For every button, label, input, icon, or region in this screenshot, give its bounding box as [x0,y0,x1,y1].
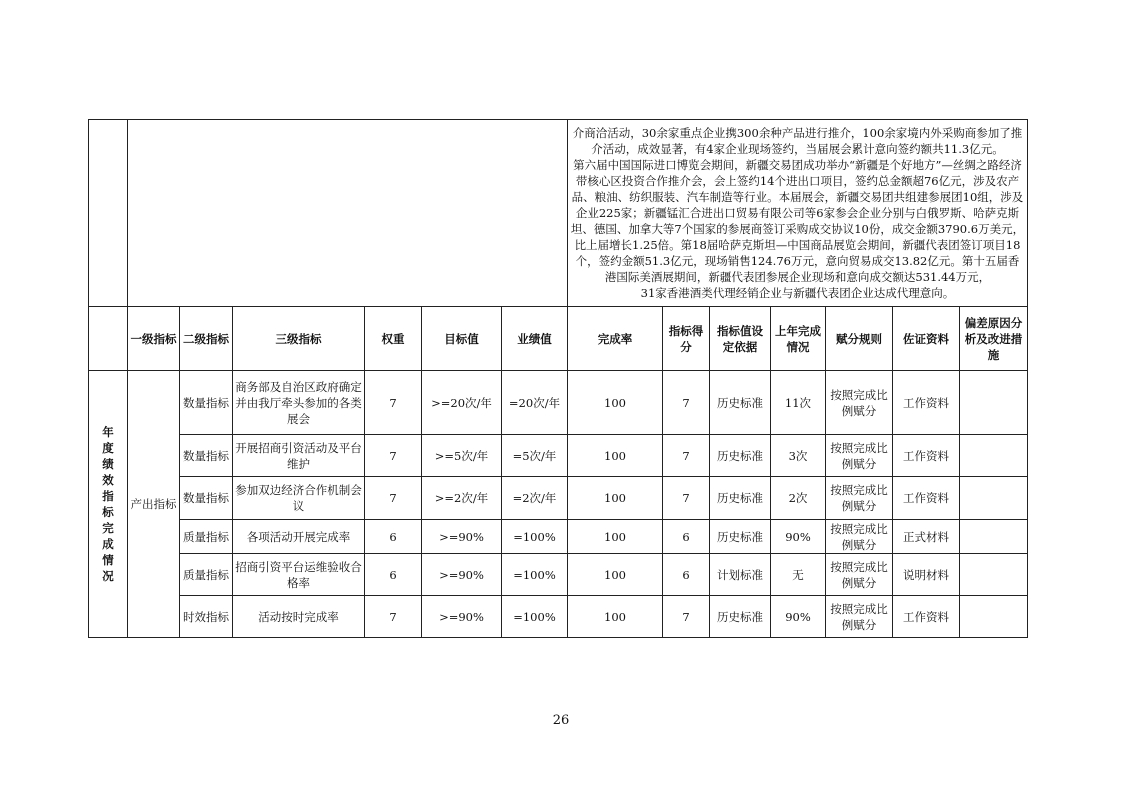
header-row [89,307,1028,371]
level2-cell: 数量指标 [180,371,233,435]
performance-table [88,119,1028,638]
rate-cell: 100 [568,371,663,435]
rule-cell: 按照完成比例赋分 [826,596,893,638]
header-basis: 指标值设定依据 [710,307,771,371]
header-deviation: 偏差原因分析及改进措施 [960,307,1028,371]
target-cell: >=90% [422,554,502,596]
header-level2: 二级指标 [180,307,233,371]
level2-cell: 质量指标 [180,520,233,554]
evidence-cell: 工作资料 [893,596,960,638]
deviation-cell [960,477,1028,520]
rate-cell: 100 [568,596,663,638]
header-level1: 一级指标 [128,307,180,371]
header-evidence: 佐证资料 [893,307,960,371]
level3-cell: 商务部及自治区政府确定并由我厅牵头参加的各类展会 [233,371,365,435]
score-cell: 7 [663,477,710,520]
last-year-cell: 无 [771,554,826,596]
header-level3: 三级指标 [233,307,365,371]
actual-cell: =20次/年 [502,371,568,435]
rule-cell: 按照完成比例赋分 [826,554,893,596]
target-cell: >=90% [422,520,502,554]
score-cell: 7 [663,371,710,435]
last-year-cell: 11次 [771,371,826,435]
actual-cell: =100% [502,596,568,638]
weight-cell: 6 [365,520,422,554]
rule-cell: 按照完成比例赋分 [826,371,893,435]
table-row [89,477,1028,520]
narrative-mid-blank [128,120,568,307]
level3-cell: 开展招商引资活动及平台维护 [233,435,365,477]
deviation-cell [960,554,1028,596]
narrative-line: 31家香港酒类代理经销企业与新疆代表团企业达成代理意向。 [640,286,955,300]
header-actual: 业绩值 [502,307,568,371]
target-cell: >=5次/年 [422,435,502,477]
level3-cell: 招商引资平台运维验收合格率 [233,554,365,596]
last-year-cell: 2次 [771,477,826,520]
level2-cell: 数量指标 [180,477,233,520]
basis-cell: 历史标准 [710,477,771,520]
score-cell: 6 [663,520,710,554]
basis-cell: 历史标准 [710,596,771,638]
rule-cell: 按照完成比例赋分 [826,435,893,477]
header-target: 目标值 [422,307,502,371]
evidence-cell: 正式材料 [893,520,960,554]
rate-cell: 100 [568,435,663,477]
header-last-year: 上年完成情况 [771,307,826,371]
table-row [89,596,1028,638]
weight-cell: 7 [365,596,422,638]
basis-cell: 历史标准 [710,371,771,435]
weight-cell: 7 [365,477,422,520]
target-cell: >=20次/年 [422,371,502,435]
level3-cell: 活动按时完成率 [233,596,365,638]
header-rule: 赋分规则 [826,307,893,371]
header-score: 指标得分 [663,307,710,371]
table-row [89,371,1028,435]
level1-cell: 产出指标 [128,371,180,638]
actual-cell: =5次/年 [502,435,568,477]
table-row [89,554,1028,596]
score-cell: 6 [663,554,710,596]
level2-cell: 数量指标 [180,435,233,477]
rate-cell: 100 [568,477,663,520]
narrative-row [89,120,1028,307]
rate-cell: 100 [568,554,663,596]
level2-cell: 时效指标 [180,596,233,638]
narrative-left-blank [89,120,128,307]
deviation-cell [960,520,1028,554]
actual-cell: =100% [502,554,568,596]
rule-cell: 按照完成比例赋分 [826,477,893,520]
header-rate: 完成率 [568,307,663,371]
actual-cell: =2次/年 [502,477,568,520]
weight-cell: 6 [365,554,422,596]
deviation-cell [960,596,1028,638]
level3-cell: 各项活动开展完成率 [233,520,365,554]
score-cell: 7 [663,596,710,638]
basis-cell: 历史标准 [710,520,771,554]
last-year-cell: 90% [771,596,826,638]
deviation-cell [960,435,1028,477]
header-blank [89,307,128,371]
rule-cell: 按照完成比例赋分 [826,520,893,554]
basis-cell: 历史标准 [710,435,771,477]
narrative-cell [568,120,1028,307]
last-year-cell: 90% [771,520,826,554]
target-cell: >=90% [422,596,502,638]
actual-cell: =100% [502,520,568,554]
evidence-cell: 工作资料 [893,477,960,520]
weight-cell: 7 [365,371,422,435]
weight-cell: 7 [365,435,422,477]
table-row [89,520,1028,554]
rate-cell: 100 [568,520,663,554]
level3-cell: 参加双边经济合作机制会议 [233,477,365,520]
deviation-cell [960,371,1028,435]
evidence-cell: 说明材料 [893,554,960,596]
evidence-cell: 工作资料 [893,435,960,477]
score-cell: 7 [663,435,710,477]
table-row [89,435,1028,477]
basis-cell: 计划标准 [710,554,771,596]
narrative-line: 介商洽活动，30余家重点企业携300余种产品进行推介，100余家境内外采购商参加了推介活动，成效显著，有4家企业现场签约，当届展会累计意向签约额共11.3亿元。 [572,126,1023,156]
evidence-cell: 工作资料 [893,371,960,435]
side-label: 年 度 绩 效 指 标 完 成 情 况 [89,371,128,638]
last-year-cell: 3次 [771,435,826,477]
level2-cell: 质量指标 [180,554,233,596]
header-weight: 权重 [365,307,422,371]
narrative-line: 第六届中国国际进口博览会期间，新疆交易团成功举办“新疆是个好地方”—丝绸之路经济带核心区投资合作推介会，会上签约14个进出口项目，签约总金额超76亿元，涉及农产品、粮油、纺织服装、汽车制造等行业。本届展会，新疆交易团共组建参展团10组，涉及企业225家；新疆锰汇合进出口贸易有限公司等6家参会企业分别与白俄罗斯、哈萨克斯坦、德国、加拿大等7个国家的参展商签订采购成交协议10份，成交金额3790.6万美元，比上届增长1.25倍。第18届哈萨克斯坦—中国商品展览会期间，新疆代表团签订项目18个，签约金额51.3亿元，现场销售124.76万元，意向贸易成交13.82亿元。第十五届香港国际美酒展期间，新疆代表团参展企业现场和意向成交额达531.44万元， [570,158,1025,284]
target-cell: >=2次/年 [422,477,502,520]
page-number: 26 [552,713,570,728]
